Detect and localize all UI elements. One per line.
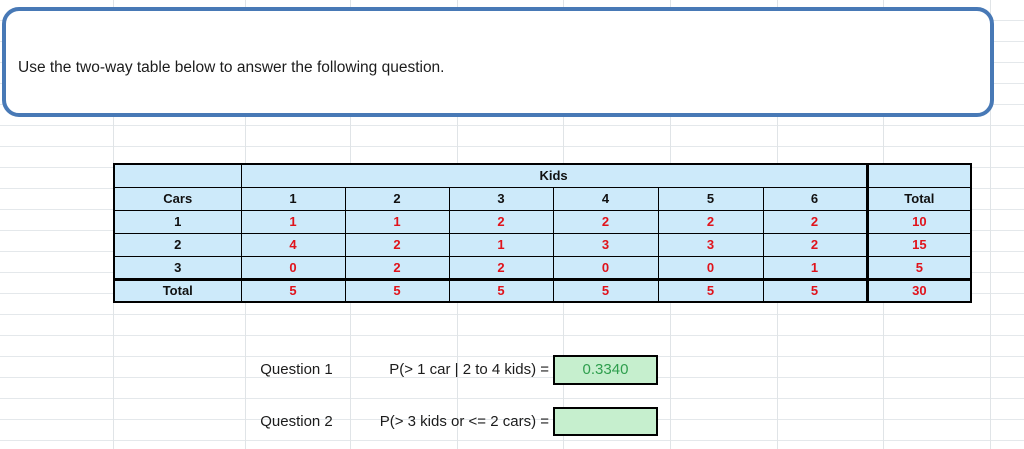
col-header-4: 4	[553, 187, 658, 210]
question-1-answer-box[interactable]: 0.3340	[553, 355, 658, 385]
totals-row	[114, 279, 971, 302]
two-way-table	[113, 163, 972, 303]
kids-group-header: Kids	[241, 164, 867, 187]
col-header-3: 3	[449, 187, 553, 210]
table-cell: 2	[345, 233, 449, 256]
question-1-label: Question 1	[260, 361, 333, 378]
table-cell: 3	[658, 233, 763, 256]
table-cell: 0	[241, 256, 345, 279]
table-row	[114, 233, 971, 256]
table-cell: 0	[658, 256, 763, 279]
table-cell: 3	[553, 233, 658, 256]
totals-row-label: Total	[114, 279, 241, 302]
col-header-2: 2	[345, 187, 449, 210]
instruction-callout	[2, 7, 994, 117]
question-2-answer-box[interactable]	[553, 407, 658, 436]
table-cell: 2	[763, 210, 867, 233]
total-col-header: Total	[867, 187, 971, 210]
table-cell: 2	[658, 210, 763, 233]
row-total-cell: 5	[867, 256, 971, 279]
col-header-5: 5	[658, 187, 763, 210]
kids-header-row	[114, 164, 971, 187]
table-cell: 1	[763, 256, 867, 279]
column-header-row	[114, 187, 971, 210]
table-cell: 0	[553, 256, 658, 279]
row-label: 3	[114, 256, 241, 279]
column-total-cell: 5	[449, 279, 553, 302]
row-total-cell: 15	[867, 233, 971, 256]
question-1-prompt: P(> 1 car | 2 to 4 kids) =	[389, 361, 549, 378]
column-total-cell: 5	[241, 279, 345, 302]
question-2-prompt: P(> 3 kids or <= 2 cars) =	[379, 413, 549, 430]
column-total-cell: 5	[553, 279, 658, 302]
total-column-top-cell	[867, 164, 971, 187]
col-header-1: 1	[241, 187, 345, 210]
table-corner-cell	[114, 164, 241, 187]
table-cell: 1	[449, 233, 553, 256]
row-label: 2	[114, 233, 241, 256]
column-total-cell: 5	[763, 279, 867, 302]
row-total-cell: 10	[867, 210, 971, 233]
grand-total-cell: 30	[867, 279, 971, 302]
col-header-6: 6	[763, 187, 867, 210]
table-cell: 2	[449, 210, 553, 233]
table-cell: 4	[241, 233, 345, 256]
table-cell: 2	[345, 256, 449, 279]
row-header-label: Cars	[114, 187, 241, 210]
table-row	[114, 256, 971, 279]
row-label: 1	[114, 210, 241, 233]
table-cell: 2	[553, 210, 658, 233]
table-cell: 2	[449, 256, 553, 279]
table-cell: 1	[345, 210, 449, 233]
column-total-cell: 5	[345, 279, 449, 302]
table-cell: 1	[241, 210, 345, 233]
table-row	[114, 210, 971, 233]
table-cell: 2	[763, 233, 867, 256]
question-2-label: Question 2	[260, 413, 333, 430]
column-total-cell: 5	[658, 279, 763, 302]
instruction-text: Use the two-way table below to answer the following question.	[18, 59, 445, 76]
